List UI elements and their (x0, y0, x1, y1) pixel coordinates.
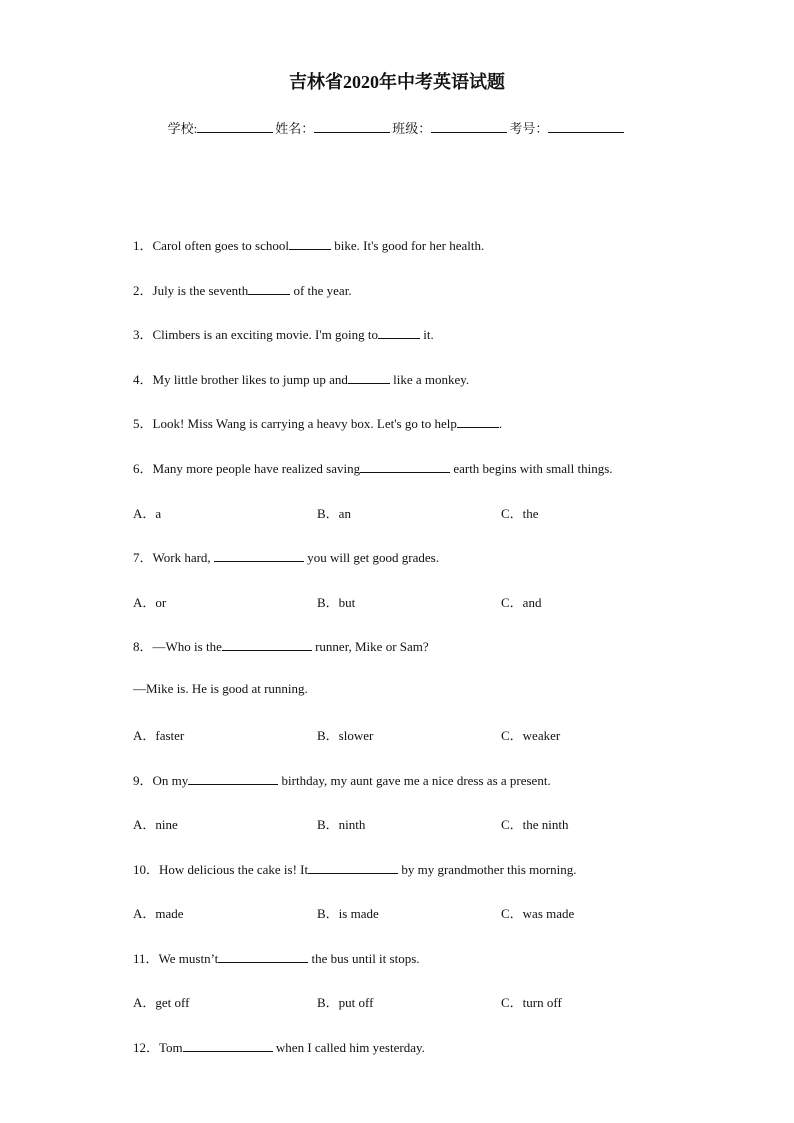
answer-blank[interactable] (308, 861, 398, 874)
exam-no-label: 考号： (509, 121, 549, 136)
answer-blank[interactable] (188, 772, 278, 785)
question-number: 8． (133, 639, 153, 654)
question-text: On my (152, 773, 189, 788)
question-text: July is the seventh (152, 283, 249, 298)
question-text: How delicious the cake is! It (159, 862, 309, 877)
option-c[interactable]: C．and (501, 595, 542, 610)
question-number: 12． (133, 1040, 160, 1055)
question-text: bike. It's good for her health. (331, 238, 485, 253)
question-11 (133, 948, 420, 967)
answer-blank[interactable] (289, 237, 331, 250)
option-a[interactable]: A．a (133, 506, 162, 521)
option-a[interactable]: A．made (133, 906, 184, 921)
question-1 (133, 235, 484, 254)
answer-blank[interactable] (218, 950, 308, 963)
question-text: it. (420, 327, 434, 342)
question-2 (133, 280, 352, 299)
school-blank[interactable] (197, 120, 273, 133)
answer-blank[interactable] (183, 1039, 273, 1052)
question-8-reply: —Mike is. He is good at running. (133, 681, 308, 696)
school-label: 学校: (167, 121, 198, 136)
question-7 (133, 547, 439, 566)
page-title: 吉林省2020年中考英语试题 (289, 72, 505, 92)
option-c[interactable]: C．the (501, 506, 539, 521)
question-9 (133, 770, 551, 789)
question-number: 6． (133, 461, 153, 476)
question-12 (133, 1037, 425, 1056)
option-c[interactable]: C．turn off (501, 995, 562, 1010)
option-a[interactable]: A．nine (133, 817, 178, 832)
question-text: —Who is the (152, 639, 222, 654)
option-b[interactable]: B．put off (317, 995, 374, 1010)
option-a[interactable]: A．faster (133, 728, 185, 743)
question-text: Climbers is an exciting movie. I'm going to (152, 327, 378, 342)
option-c[interactable]: C．the ninth (501, 817, 569, 832)
option-c[interactable]: C．was made (501, 906, 575, 921)
question-number: 4． (133, 372, 153, 387)
question-number: 3． (133, 327, 153, 342)
name-blank[interactable] (314, 120, 390, 133)
question-text: My little brother likes to jump up and (152, 372, 348, 387)
question-text: when I called him yesterday. (272, 1040, 425, 1055)
answer-blank[interactable] (360, 460, 450, 473)
question-text: like a monkey. (389, 372, 470, 387)
question-text: by my grandmother this morning. (398, 862, 577, 877)
question-8 (133, 636, 429, 655)
option-a[interactable]: A．or (133, 595, 167, 610)
exam-no-blank[interactable] (548, 120, 624, 133)
question-text: of the year. (290, 283, 352, 298)
class-label: 班级： (392, 121, 432, 136)
question-text: birthday, my aunt gave me a nice dress as a present. (278, 773, 551, 788)
question-3 (133, 324, 434, 343)
option-a[interactable]: A．get off (133, 995, 190, 1010)
option-b[interactable]: B．slower (317, 728, 374, 743)
question-text: . (498, 416, 503, 431)
question-text: Carol often goes to school (152, 238, 289, 253)
question-text: We mustn’t (158, 951, 219, 966)
option-b[interactable]: B．is made (317, 906, 379, 921)
question-number: 7． (133, 550, 153, 565)
question-text: Many more people have realized saving (152, 461, 361, 476)
answer-blank[interactable] (214, 549, 304, 562)
question-text: Look! Miss Wang is carrying a heavy box. Let's go to help (152, 416, 457, 431)
question-text: runner, Mike or Sam? (311, 639, 429, 654)
question-text: you will get good grades. (303, 550, 439, 565)
answer-blank[interactable] (348, 371, 390, 384)
question-text: earth begins with small things. (450, 461, 613, 476)
option-b[interactable]: B．but (317, 595, 356, 610)
question-number: 1． (133, 238, 153, 253)
question-number: 9． (133, 773, 153, 788)
answer-blank[interactable] (378, 326, 420, 339)
name-label: 姓名： (275, 121, 315, 136)
question-text: the bus until it stops. (308, 951, 420, 966)
question-6 (133, 458, 613, 477)
question-number: 5． (133, 416, 153, 431)
question-10 (133, 859, 576, 878)
question-number: 2． (133, 283, 153, 298)
answer-blank[interactable] (248, 282, 290, 295)
question-4 (133, 369, 469, 388)
question-5 (133, 413, 502, 432)
question-text: Work hard, (152, 550, 214, 565)
question-number: 10． (133, 862, 160, 877)
student-info-line (0, 118, 794, 137)
answer-blank[interactable] (222, 638, 312, 651)
option-b[interactable]: B．ninth (317, 817, 366, 832)
option-b[interactable]: B．an (317, 506, 351, 521)
class-blank[interactable] (431, 120, 507, 133)
option-c[interactable]: C．weaker (501, 728, 561, 743)
question-text: Tom (159, 1040, 183, 1055)
question-number: 11． (133, 951, 159, 966)
answer-blank[interactable] (457, 415, 499, 428)
